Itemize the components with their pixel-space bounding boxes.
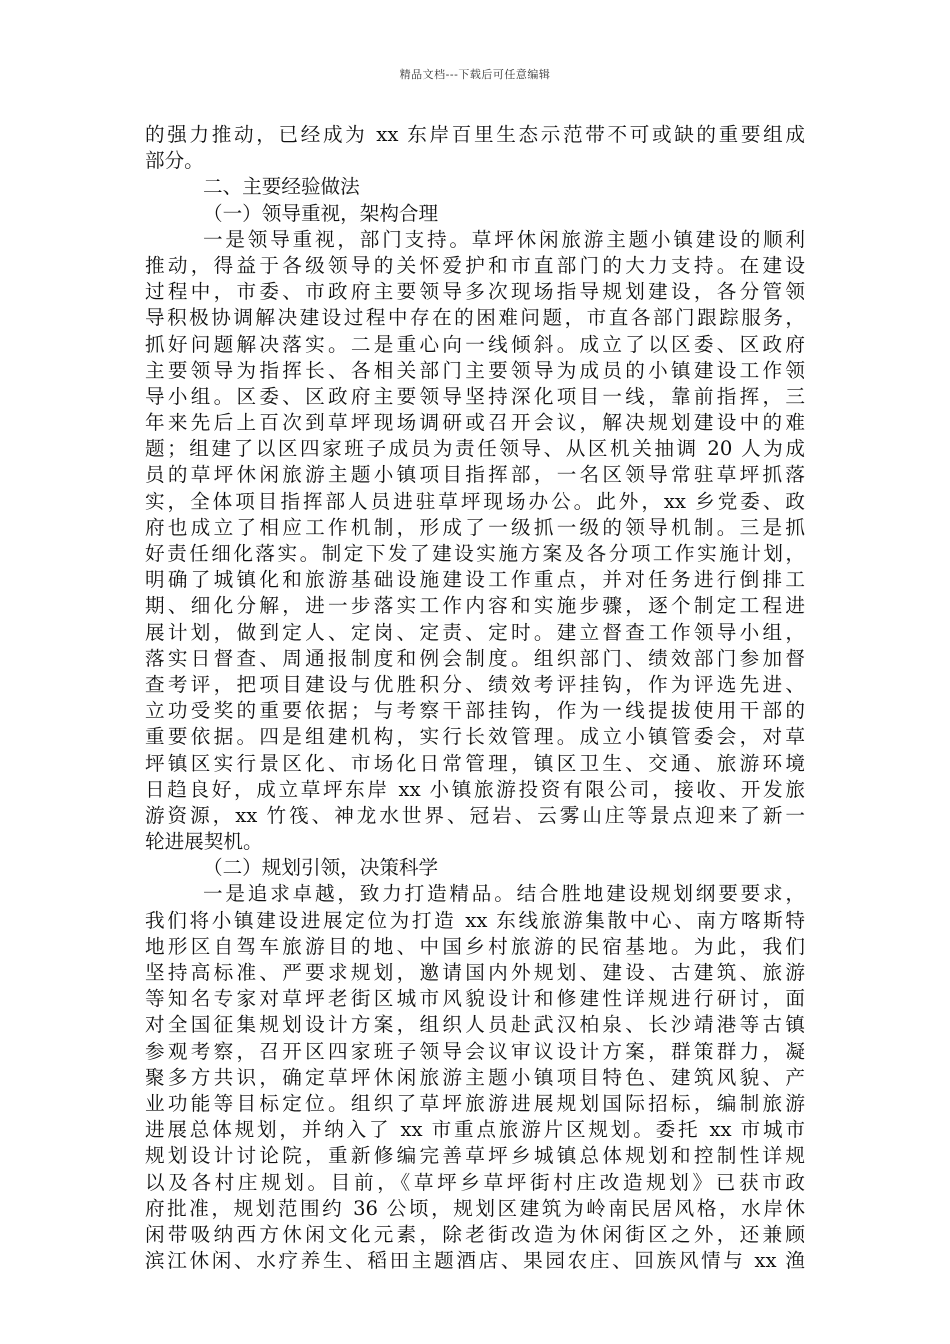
text-line: 推动，得益于各级领导的关怀爱护和市直部门的大力支持。在建设 (145, 253, 805, 277)
text-line: 抓好问题解决落实。二是重心向一线倾斜。成立了以区委、区政府 (145, 332, 805, 356)
text-line: 业功能等目标定位。组织了草坪旅游进展规划国际招标，编制旅游 (145, 1091, 805, 1115)
text-line: 明确了城镇化和旅游基础设施建设工作重点，并对任务进行倒排工 (145, 568, 805, 592)
text-line: 题；组建了以区四家班子成员为责任领导、从区机关抽调 20 人为成 (145, 437, 805, 461)
page-header: 精品文档---下载后可任意编辑 (399, 68, 551, 81)
text-line: 坚持高标准、严要求规划，邀请国内外规划、建设、古建筑、旅游 (145, 961, 805, 984)
document-body (145, 122, 805, 1274)
text-line: 过程中，市委、市政府主要领导多次现场指导规划建设，各分管领 (145, 280, 805, 304)
text-line: 地形区自驾车旅游目的地、中国乡村旅游的民宿基地。为此，我们 (145, 934, 805, 958)
text-line: 聚多方共识，确定草坪休闲旅游主题小镇项目特色、建筑风貌、产 (145, 1065, 805, 1089)
text-line: 闲带吸纳西方休闲文化元素，除老街改造为休闲街区之外，还兼顾 (145, 1222, 805, 1246)
text-line: 年来先后上百次到草坪现场调研或召开会议，解决规划建设中的难 (145, 411, 805, 435)
text-line: 以及各村庄规划。目前，《草坪乡草坪街村庄改造规划》已获市政 (145, 1170, 805, 1194)
text-line: 进展总体规划，并纳入了 xx 市重点旅游片区规划。委托 xx 市城市 (145, 1118, 805, 1142)
text-line: 坪镇区实行景区化、市场化日常管理，镇区卫生、交通、旅游环境 (145, 751, 805, 775)
text-line: 日趋良好，成立草坪东岸 xx 小镇旅游投资有限公司，接收、开发旅 (145, 777, 805, 801)
text-line: 等知名专家对草坪老街区城市风貌设计和修建性详规进行研讨，面 (145, 987, 805, 1011)
text-line: 主要领导为指挥长、各相关部门主要领导为成员的小镇建设工作领 (145, 358, 805, 382)
text-line: 实，全体项目指挥部人员进驻草坪现场办公。此外，xx 乡党委、政 (145, 489, 805, 513)
text-line: 对全国征集规划设计方案，组织人员赴武汉柏泉、长沙靖港等古镇 (145, 1013, 805, 1037)
text-line: 游资源，xx 竹筏、神龙水世界、冠岩、云雾山庄等景点迎来了新一 (145, 803, 805, 827)
text-line: 一是领导重视，部门支持。草坪休闲旅游主题小镇建设的顺利 (203, 227, 805, 251)
text-line: 立功受奖的重要依据；与考察干部挂钩，作为一线提拔使用干部的 (145, 699, 805, 723)
text-line: 好责任细化落实。制定下发了建设实施方案及各分项工作实施计划， (145, 542, 805, 565)
text-line: 重要依据。四是组建机构，实行长效管理。成立小镇管委会，对草 (145, 725, 805, 749)
text-line: 导积极协调解决建设过程中存在的困难问题，市直各部门跟踪服务， (145, 306, 805, 330)
text-line: 员的草坪休闲旅游主题小镇项目指挥部，一名区领导常驻草坪抓落 (145, 463, 805, 487)
text-line: 导小组。区委、区政府主要领导坚持深化项目一线，靠前指挥，三 (145, 384, 805, 408)
text-line: 期、细化分解，进一步落实工作内容和实施步骤，逐个制定工程进 (145, 594, 805, 618)
text-line: 二、主要经验做法 (203, 175, 360, 199)
text-line: 查考评，把项目建设与优胜积分、绩效考评挂钩，作为评选先进、 (145, 672, 805, 696)
text-line: 部分。 (145, 149, 204, 173)
text-line: （二）规划引领，决策科学 (203, 856, 439, 880)
text-line: 我们将小镇建设进展定位为打造 xx 东线旅游集散中心、南方喀斯特 (145, 908, 805, 932)
text-line: 滨江休闲、水疗养生、稻田主题酒店、果园农庄、回族风情与 xx 渔 (145, 1249, 805, 1273)
text-line: 轮进展契机。 (145, 830, 263, 854)
text-line: 参观考察，召开区四家班子领导会议审议设计方案，群策群力，凝 (145, 1039, 805, 1063)
text-line: 落实日督查、周通报制度和例会制度。组织部门、绩效部门参加督 (145, 646, 805, 670)
text-line: 规划设计讨论院，重新修编完善草坪乡城镇总体规划和控制性详规 (145, 1144, 805, 1168)
text-line: 一是追求卓越，致力打造精品。结合胜地建设规划纲要要求， (203, 882, 805, 906)
text-line: 的强力推动，已经成为 xx 东岸百里生态示范带不可或缺的重要组成 (145, 123, 805, 146)
text-line: （一）领导重视，架构合理 (203, 201, 439, 225)
text-line: 府批准，规划范围约 36 公顷，规划区建筑为岭南民居风格，水岸休 (145, 1196, 805, 1220)
text-line: 府也成立了相应工作机制，形成了一级抓一级的领导机制。三是抓 (145, 515, 805, 539)
text-line: 展计划，做到定人、定岗、定责、定时。建立督查工作领导小组， (145, 620, 805, 644)
